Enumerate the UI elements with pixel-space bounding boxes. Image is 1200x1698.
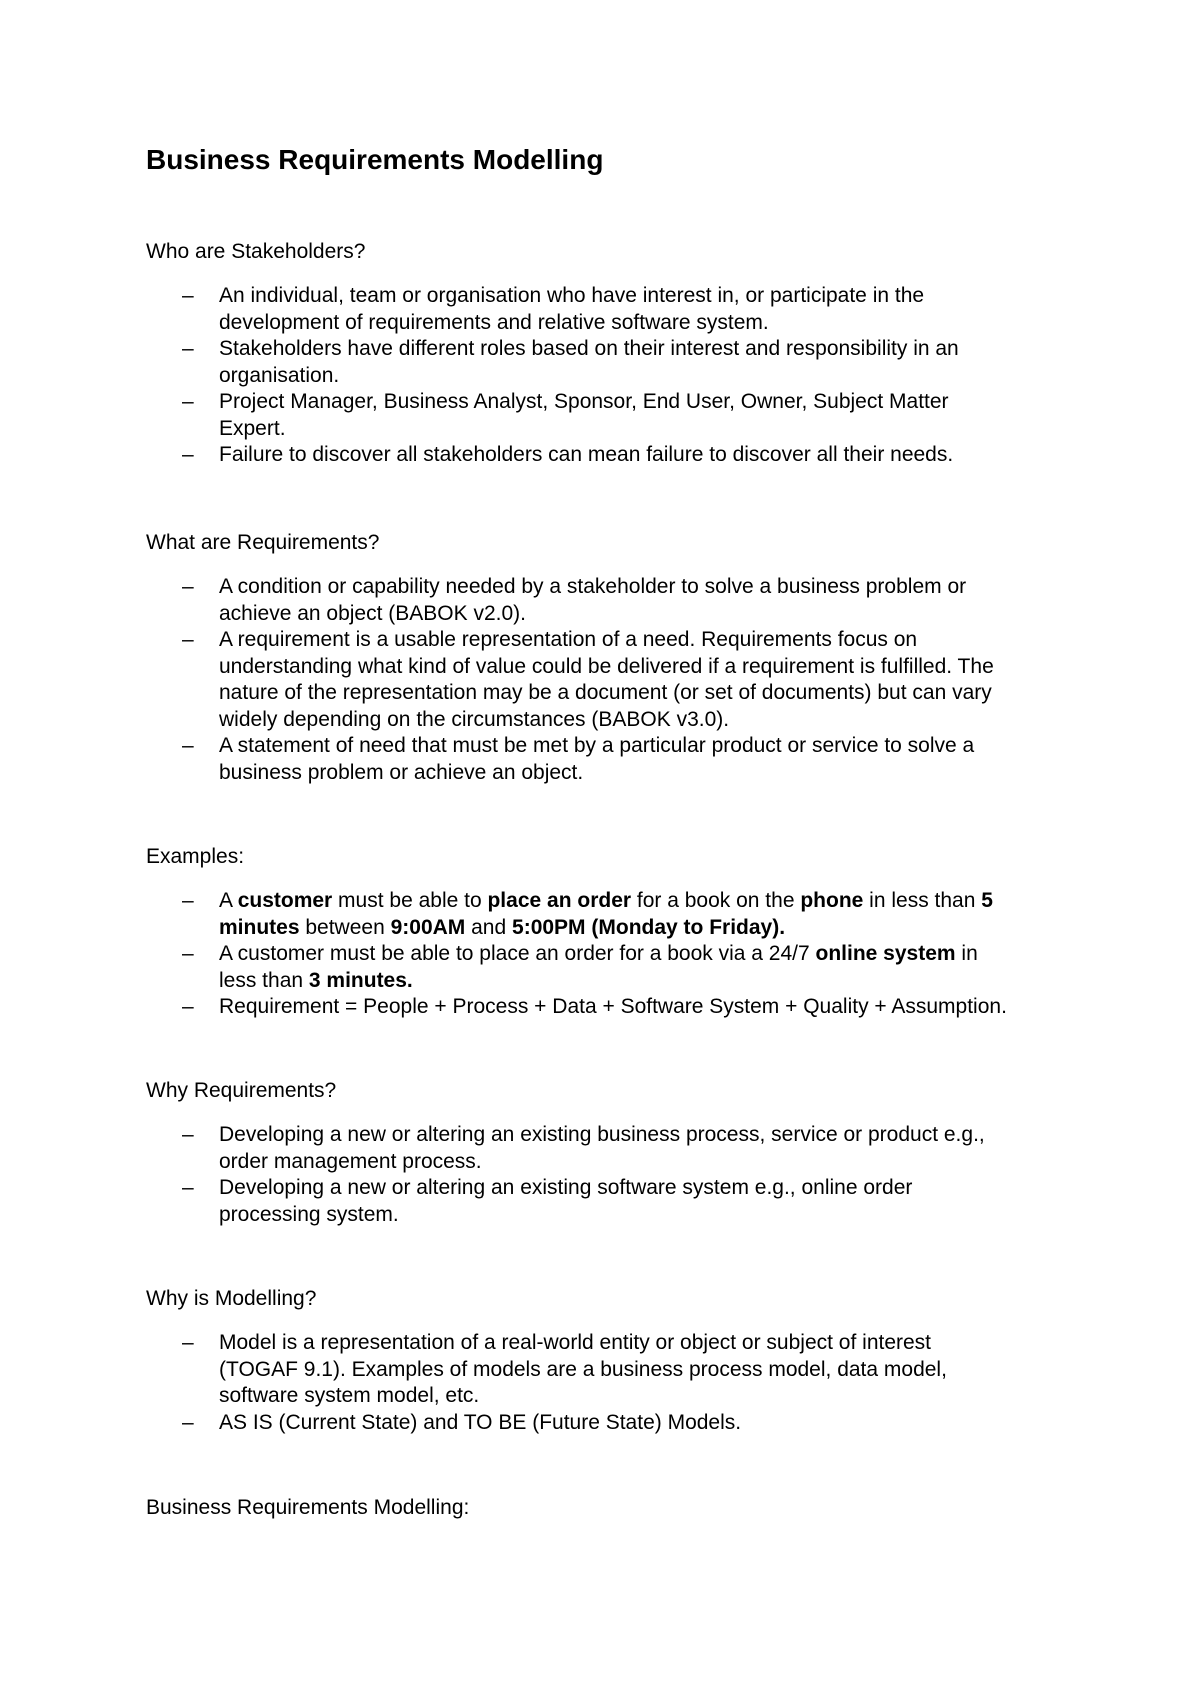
emphasis-text: phone: [800, 889, 864, 912]
bullet-dash: –: [182, 1123, 194, 1146]
bullet-dash: –: [182, 995, 194, 1018]
section-heading-why-modelling: Why is Modelling?: [146, 1287, 317, 1310]
list-item: – Stakeholders have different roles based on their interest and responsibility in an organisation.: [182, 337, 959, 387]
list-item: – A requirement is a usable representation of a need. Requirements focus on understanding what kind of value could be delivered if a requirement is fulfilled. The nature of the representation may be a document (or set of documents) but can vary widely depending on the circumstances (BABOK v3.0).: [182, 628, 994, 731]
emphasis-text: place an order: [487, 889, 632, 912]
stakeholders-list: [146, 283, 1086, 469]
bullet-dash: –: [182, 734, 194, 757]
why-modelling-list: [146, 1330, 1086, 1436]
examples-list: [146, 888, 1086, 1021]
bullet-dash: –: [182, 628, 194, 651]
bullet-dash: –: [182, 575, 194, 598]
list-item: – Developing a new or altering an existing software system e.g., online order processing system.: [182, 1176, 913, 1226]
list-item: – Developing a new or altering an existing business process, service or product e.g., order management process.: [182, 1123, 985, 1173]
emphasis-text: 9:00AM: [390, 915, 466, 939]
bullet-dash: –: [182, 942, 194, 965]
emphasis-text: minutes: [219, 915, 300, 939]
section-heading-business-requirements-modelling: Business Requirements Modelling:: [146, 1496, 470, 1519]
list-item: – A customer must be able to place an order for a book via a 24/7 online system in less than 3 minutes.: [182, 942, 978, 992]
bullet-dash: –: [182, 1410, 194, 1434]
list-item: – A condition or capability needed by a stakeholder to solve a business problem or achieve an object (BABOK v2.0).: [182, 575, 967, 625]
page-title: Business Requirements Modelling: [146, 144, 604, 175]
section-heading-examples: Examples:: [146, 845, 245, 868]
emphasis-text: customer: [237, 889, 333, 912]
list-item: – A statement of need that must be met by a particular product or service to solve a business problem or achieve an object.: [182, 734, 975, 784]
section-heading-requirements: What are Requirements?: [146, 531, 380, 554]
emphasis-text: 5: [981, 889, 993, 912]
bullet-dash: –: [182, 889, 194, 912]
section-heading-stakeholders: Who are Stakeholders?: [146, 240, 366, 263]
section-heading-why-requirements: Why Requirements?: [146, 1079, 337, 1102]
requirements-list: [146, 574, 1086, 786]
list-item: – Project Manager, Business Analyst, Sponsor, End User, Owner, Subject Matter Expert.: [182, 390, 949, 440]
list-item: – AS IS (Current State) and TO BE (Future State) Models.: [146, 1410, 1086, 1437]
list-item: – A customer must be able to place an order for a book on the phone in less than 5 minutes between 9:00AM and 5:00PM (Monday to Friday).: [182, 889, 993, 939]
emphasis-text: 5:00PM (Monday to Friday).: [512, 915, 786, 939]
bullet-dash: –: [182, 443, 194, 466]
list-item: – Failure to discover all stakeholders can mean failure to discover all their needs.: [146, 442, 1086, 469]
list-item: – An individual, team or organisation who have interest in, or participate in the development of requirements and relative software system.: [182, 284, 925, 334]
emphasis-text: online system: [815, 942, 956, 965]
bullet-dash: –: [182, 1331, 194, 1354]
bullet-dash: –: [182, 284, 194, 307]
list-item: – Requirement = People + Process + Data + Software System + Quality + Assumption.: [146, 994, 1086, 1021]
bullet-dash: –: [182, 390, 194, 413]
emphasis-text: 3 minutes.: [308, 968, 413, 992]
why-requirements-list: [146, 1122, 1086, 1228]
bullet-dash: –: [182, 337, 194, 360]
list-item: – Model is a representation of a real-world entity or object or subject of interest (TOGAF 9.1). Examples of models are a business process model, data model, software system model, etc.: [182, 1331, 947, 1407]
bullet-dash: –: [182, 1176, 194, 1199]
